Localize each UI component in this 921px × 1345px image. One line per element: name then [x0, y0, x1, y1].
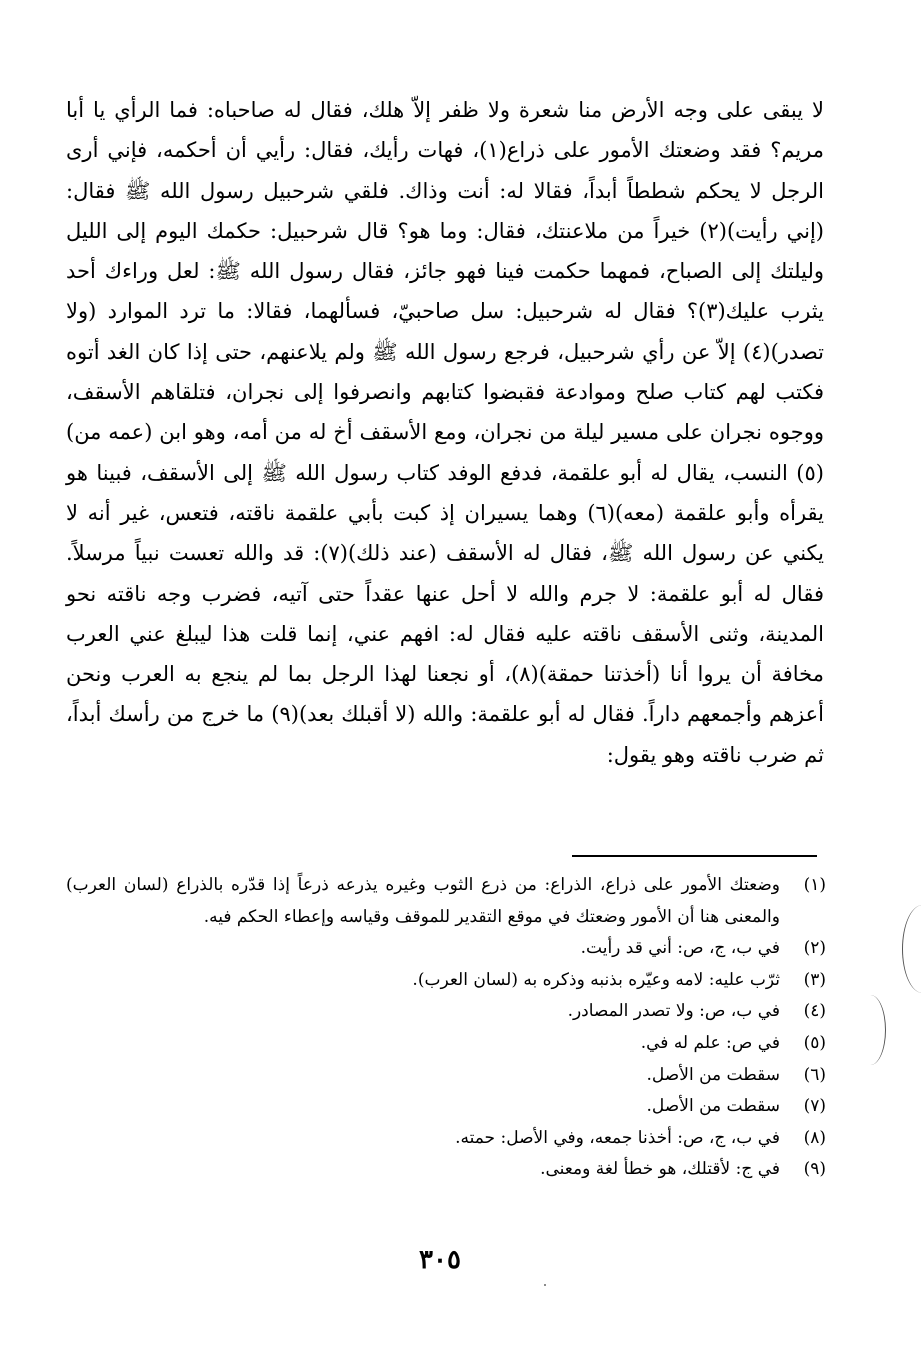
scan-edge-mark	[855, 995, 886, 1065]
footnote-text: في ب، ج، ص: أخذنا جمعه، وفي الأصل: حمته.	[455, 1127, 780, 1148]
body-paragraph: لا يبقى على وجه الأرض منا شعرة ولا ظفر إلاّ هلك، فقال له صاحباه: فما الرأي يا أبا مريم؟ فقد وضعتك الأمور على ذراع(١)، فهات رأيك، فقال: رأيي أن أحكمه، فإني أرى الرجل لا يحكم شططاً أبداً، فقالا له: أنت وذاك. فلقي شرحبيل رسول الله ﷺ فقال: (إني رأيت)(٢) خيراً من ملاعنتك، فقال: وما هو؟ قال شرحبيل: حكمك اليوم إلى الليل وليلتك إلى الصباح، فمهما حكمت فينا فهو جائز، فقال رسول الله ﷺ: لعل وراءك أحد يثرب عليك(٣)؟ فقال له شرحبيل: سل صاحبيّ، فسألهما، فقالا: ما ترد الموارد (ولا تصدر)(٤) إلاّ عن رأي شرحبيل، فرجع رسول الله ﷺ ولم يلاعنهم، حتى إذا كان الغد أتوه فكتب لهم كتاب صلح وموادعة فقبضوا كتابهم وانصرفوا إلى نجران، فتلقاهم الأسقف، ووجوه نجران على مسير ليلة من نجران، ومع الأسقف أخ له من أمه، وهو ابن (عمه من)(٥) النسب، يقال له أبو علقمة، فدفع الوفد كتاب رسول الله ﷺ إلى الأسقف، فبينا هو يقرأه وأبو علقمة (معه)(٦) وهما يسيران إذ كبت بأبي علقمة ناقته، فتعس، غير أنه لا يكني عن رسول الله ﷺ، فقال له الأسقف (عند ذلك)(٧): قد والله تعست نبياً مرسلاً. فقال له أبو علقمة: لا جرم والله لا أحل عنها عقداً حتى آتيه، فضرب وجه ناقته نحو المدينة، وثنى الأسقف ناقته عليه فقال له: افهم عني، إنما قلت هذا ليبلغ عني العرب مخافة أن يروا أنا (أخذتنا حمقة)(٨)، أو نجعنا لهذا الرجل بما لم ينجع به العرب ونحن أعزهم وأجمعهم داراً. فقال له أبو علقمة: والله (لا أقبلك بعد)(٩) ما خرج من رأسك أبداً، ثم ضرب ناقته وهو يقول:	[66, 98, 824, 767]
footnotes-list	[66, 870, 826, 1186]
footnote-item	[66, 870, 826, 933]
footnote-number: (٧)	[803, 1096, 826, 1117]
scan-dot	[544, 1284, 546, 1286]
footnote-text: في ب، ج، ص: أني قد رأيت.	[580, 938, 780, 959]
footnote-item	[66, 1028, 826, 1060]
footnote-number: (٢)	[803, 938, 826, 959]
footnote-separator	[572, 855, 817, 857]
footnote-number: (٥)	[803, 1032, 826, 1053]
footnote-text: في ب، ص: ولا تصدر المصادر.	[567, 1001, 780, 1022]
footnote-text: سقطت من الأصل.	[646, 1096, 780, 1117]
footnote-text: ثرّب عليه: لامه وعيّره بذنبه وذكره به (لسان العرب).	[412, 969, 780, 990]
footnote-text: في ص: علم له في.	[640, 1032, 780, 1053]
footnote-text: في ج: لأقتلك، هو خطأ لغة ومعنى.	[540, 1159, 780, 1180]
footnote-text: وضعتك الأمور على ذراع، الذراع: من ذرع الثوب وغيره يذرعه ذرعاً إذا قدّره بالذراع (لسان العرب) والمعنى هنا أن الأمور وضعتك في موقع التقدير للموقف وقياسه وإعطاء الحكم فيه.	[66, 875, 780, 927]
page-number: ٣٠٥	[419, 1245, 461, 1275]
scan-edge-mark	[902, 905, 921, 993]
footnote-number: (١)	[803, 875, 826, 895]
footnote-item	[66, 1123, 826, 1155]
footnote-item	[66, 1091, 826, 1123]
footnote-text: سقطت من الأصل.	[646, 1064, 780, 1085]
footnote-number: (٣)	[803, 969, 826, 990]
footnote-number: (٨)	[803, 1127, 826, 1148]
footnote-item	[66, 965, 826, 997]
footnote-number: (٤)	[803, 1001, 826, 1022]
footnote-number: (٩)	[803, 1159, 826, 1180]
footnote-item	[66, 996, 826, 1028]
footnote-item	[66, 1060, 826, 1092]
footnote-number: (٦)	[803, 1064, 826, 1085]
footnote-item	[66, 933, 826, 965]
footnote-item	[66, 1154, 826, 1186]
